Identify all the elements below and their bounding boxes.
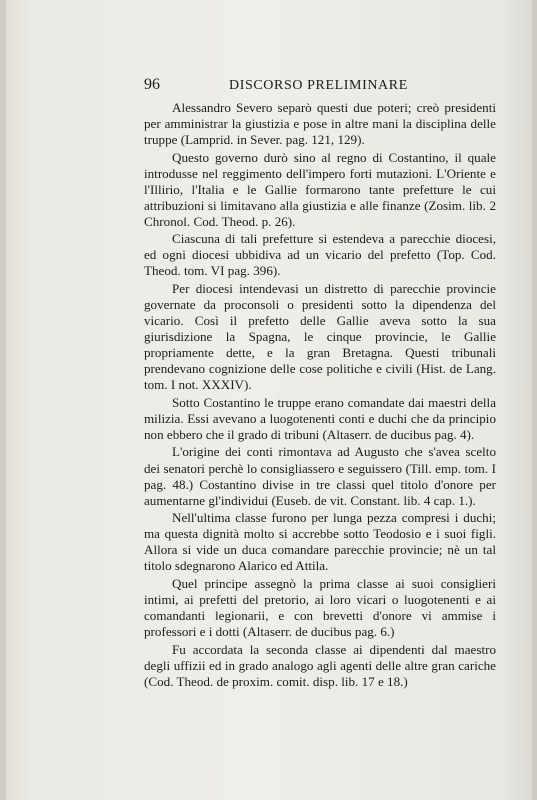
paragraph: L'origine dei conti rimontava ad Augusto che s'avea scelto dei senatori perchè lo consigliassero e seguissero (Till. emp. tom. I pag. 48.) Costantino divise in tre classi quel titolo d'onore per aumentarne gl'individui (Euseb. de vit. Constant. lib. 4 cap. 1.). — [144, 444, 496, 508]
paragraph: Per diocesi intendevasi un distretto di parecchie provincie governate da proconsoli o presidenti sotto la dipendenza del vicario. Così il prefetto delle Gallie aveva sotto la sua giurisdizione la Spagna, le cinque provincie, le Gallie propriamente dette, e la gran Bretagna. Questi tribunali prendevano cognizione delle cose politiche e civili (Hist. de Lang. tom. I not. XXXIV). — [144, 281, 496, 393]
paragraph: Ciascuna di tali prefetture si estendeva a parecchie diocesi, ed ogni diocesi ubbidiva ad un vicario del prefetto (Top. Cod. Theod. tom. VI pag. 396). — [144, 231, 496, 279]
body-text — [144, 100, 496, 690]
page-header — [144, 76, 490, 96]
running-title: DISCORSO PRELIMINARE — [229, 78, 408, 93]
paragraph: Nell'ultima classe furono per lunga pezza compresi i duchi; ma questa dignità molto si accrebbe sotto Teodosio e i suoi figli. Allora si vide un duca comandare parecchie provincie; nè un tal titolo sdegnarono Alarico ed Attila. — [144, 510, 496, 574]
page-number: 96 — [144, 76, 160, 93]
paragraph: Alessandro Severo separò questi due poteri; creò presidenti per amministrar la giustizia e pose in altre mani la disciplina delle truppe (Lamprid. in Sever. pag. 121, 129). — [144, 100, 496, 148]
paragraph: Questo governo durò sino al regno di Costantino, il quale introdusse nel reggimento dell'impero forti mutazioni. L'Oriente e l'Illirio, l'Italia e le Gallie formarono tante prefetture le cui attribuzioni si limitavano alla giustizia e alle finanze (Zosim. lib. 2 Chronol. Cod. Theod. p. 26). — [144, 149, 496, 229]
paragraph: Fu accordata la seconda classe ai dipendenti dal maestro degli uffizii ed in grado analogo agli agenti delle altre gran cariche (Cod. Theod. de proxim. comit. disp. lib. 17 e 18.) — [144, 641, 496, 689]
paragraph: Sotto Costantino le truppe erano comandate dai maestri della milizia. Essi avevano a luogotenenti conti e duchi che da principio non ebbero che il grado di tribuni (Altaserr. de ducibus pag. 4). — [144, 394, 496, 442]
paragraph: Quel principe assegnò la prima classe ai suoi consiglieri intimi, ai prefetti del pretorio, ai loro vicari o luogotenenti e ai comandanti legionarii, e con brevetti d'onore vi ammise i professori e i dotti (Altaserr. de ducibus pag. 6.) — [144, 575, 496, 639]
